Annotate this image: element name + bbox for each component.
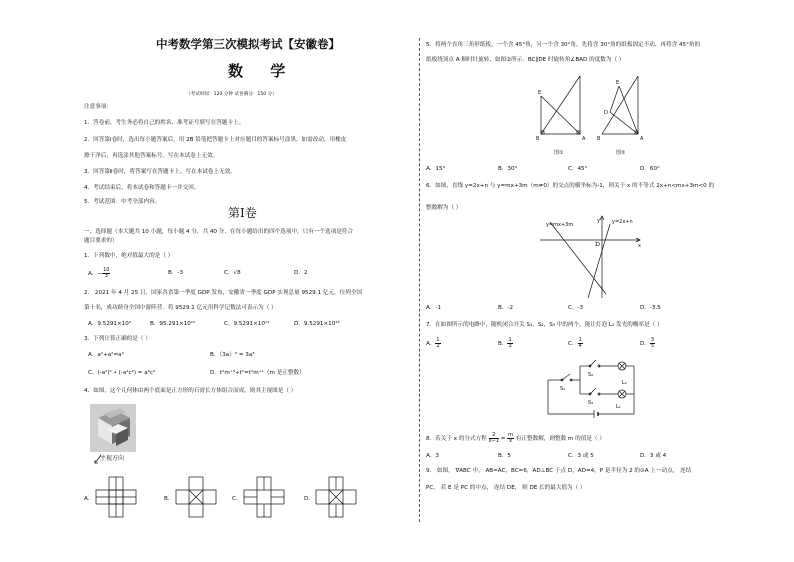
exam-title: 中考数学第三次模拟考试【安徽卷】 [156,37,340,51]
q6-x-axis-label: x [638,243,641,249]
question-5-option-b: B．30° [498,166,518,172]
question-6-option-c: C．-3 [568,305,584,311]
exam-info: （考试时间：120 分钟 试卷满分：150 分） [186,92,277,97]
question-4-option-c: C． [232,496,242,502]
switch-s1-label: S₁ [560,386,566,392]
q6-line-label-1: y=mx+3m [546,222,574,228]
notes-heading: 注意事项： [84,104,112,110]
q4-option-b-figure [176,477,216,517]
q4-option-a-figure [96,477,136,517]
q5-figure-1-caption: 图① [554,150,564,156]
lamp-l2-label: L₂ [622,380,627,386]
main-view-direction-label: 主视方向 [100,455,125,462]
question-4-option-d: D． [304,496,314,502]
note-item: 擦干净后，再选涂其他答案标号。写在本试卷上无效。 [84,153,219,159]
question-6-stem: 整数解为（ ） [426,205,462,211]
section-title: 第Ⅰ卷 [228,206,257,220]
question-7-option-d: D． $\frac{3}{5}$ [640,337,655,349]
question-9-stem: 9． 如图， ∇ABC 中， AB=AC，BC=6，AD⊥BC 于点 D，AD=4，P 是半径为 2 的⊙A 上一动点， 连结 [426,468,692,474]
question-2-option-a: A．9.5291×10³ [88,321,132,327]
q4-option-c-figure [244,477,284,517]
question-1-option-d: D．2 [294,270,308,276]
q5-label-a: A [582,136,586,142]
question-8-option-d: D．3 或 4 [640,453,667,459]
fraction: $\frac{1}{2}$ [436,337,440,349]
lamp-l1-label: L₁ [616,404,621,410]
q6-y-axis-label: y [597,218,600,224]
question-3-stem: 3．下列计算正确的是（ ） [84,336,151,342]
q6-line-label-2: y=2x+n [612,219,633,225]
note-item: 2．回答第Ⅰ卷时，选出每小题答案后，用 2B 铅笔把答题卡上对应题目的答案标号涂黑。如需改动，用橡皮 [84,137,347,143]
question-6-option-b: B．-2 [498,305,514,311]
note-item: 3．回答第Ⅱ卷时，将答案写在答题卡上。写在本试卷上无效。 [84,169,236,175]
fraction: $\frac{2}{x-1}$ [488,432,499,444]
note-item: 5．考试范围：中考全部内容。 [84,199,161,205]
q4-option-d-figure [316,477,356,517]
question-5-option-c: C．45° [568,166,588,172]
question-3-option-b: B．（3a）³ = 3a³ [210,352,255,358]
section-instructions: 题目要求的） [84,238,118,244]
switch-s3-label: S₃ [588,400,594,406]
q5-label-e2: E [616,80,620,86]
q7-circuit-diagram [546,358,646,420]
question-7-option-c: C． $\frac{1}{4}$ [568,337,582,349]
question-7-stem: 7．在如图所示的电路中，随机闭合开关 S₁，S₂，S₃ 中的两个，能让灯泡 L₁ 发光的概率是（ ） [426,322,663,328]
question-2-option-d: D．9.5291×10¹² [294,321,340,327]
question-5-stem: 纸板绕顶点 A 顺时针旋转，如图②所示．BC∥DE 时旋转角∠BAD 的度数为（ ） [426,57,625,63]
question-6-option-a: A．-1 [426,305,441,311]
question-4-option-b: B． [164,496,174,502]
question-2-option-c: C．9.5291×10¹¹ [224,321,270,327]
question-8-stem: 8．若关于 x 的分式方程 $\frac{2}{x-1}$ = $\frac{m}{x}$ 有正整数解，则整数 m 的值是（ ） [426,432,605,444]
question-1-option-c: C．√8 [224,270,241,276]
q5-label-b2: B [597,136,601,142]
question-3-option-d: D．t²m⁺³÷t²=t²m⁺¹（m 是正整数） [210,370,305,376]
q5-label-a2: A [640,136,644,142]
section-instructions: 一、选择题（本大题共 10 小题，每小题 4 分，共 40 分．在每小题给出的四个选项中，只有一个选项是符合 [84,229,353,235]
note-item: 1．答卷前，考生务必将自己的姓名、准考证号填写在答题卡上。 [84,120,245,126]
question-6-option-d: D．-3.5 [640,305,661,311]
question-1-stem: 1．下列数中，绝对值最大的是（ ） [84,253,174,259]
question-5-stem: 5．将两个直角三角形纸板，一个含 45°角，另一个含 30°角，先将含 30°角的纸板固定不动，再将含 45°角的 [426,42,701,48]
question-8-option-c: C．3 或 5 [568,453,594,459]
question-8-option-b: B．5 [498,453,511,459]
question-4-option-a: A． [84,496,94,502]
fraction: $\frac{1}{4}$ [578,337,582,349]
question-3-option-c: C．(-a²)² • (-a²c²) = a⁶c² [88,370,156,376]
fraction: $\frac{3}{5}$ [650,337,655,349]
question-8-option-a: A．3 [426,453,439,459]
fraction: $\frac{1}{3}$ [508,337,512,349]
question-1-option-a: A．− $\frac{10}{3}$ [88,267,110,279]
q4-solid-figure [90,404,136,454]
q6-origin-label: O [596,242,600,248]
switch-s2-label: S₂ [588,372,594,378]
subject-title: 数 学 [228,62,297,80]
question-7-option-a: A． $\frac{1}{2}$ [426,337,440,349]
question-2-stem: 第十名，成功跻身全国中游阵营．将 9529.1 亿元用科学记数法可表示为（ ） [84,305,277,311]
q5-figure-2-caption: 图② [616,150,626,156]
question-1-option-b: B．-3 [168,270,184,276]
question-2-option-b: B．95.291×10¹⁰ [150,321,196,327]
question-9-stem: PC， 若 E 是 PC 的中点， 连结 DE， 则 DE 长的最大值为（ ） [426,485,586,491]
q5-triangle-figures [536,74,652,160]
q5-label-d: D [604,110,608,116]
q6-coordinate-graph [540,214,644,300]
q5-label-e: E [538,90,542,96]
question-6-stem: 6．如图，直线 y=2x+n 与 y=mx+3m（m≠0）的交点的横坐标为-1，则关于 x 的不等式 2x+n<mx+3m<0 的 [426,183,715,189]
question-5-option-a: A．15° [426,166,446,172]
column-divider [419,38,420,522]
question-2-stem: 2． 2021 年 4 月 25 日，国家各省第一季度 GDP 发布，安徽省一季度 GDP 实现总量 9529.1 亿元，位列全国 [84,290,363,296]
question-3-option-a: A．a²+a²=a⁴ [88,352,124,358]
question-5-option-d: D．60° [640,166,660,172]
q5-label-b: B [536,136,540,142]
fraction: $\frac{m}{x}$ [508,432,514,444]
fraction: $\frac{10}{3}$ [103,267,110,279]
note-item: 4．考试结束后，将本试卷和答题卡一并交回。 [84,185,200,191]
question-4-stem: 4．如图，这个几何体由两个底面是正方形的石膏长方体组合而成，则其主视图是（ ） [84,388,297,394]
question-7-option-b: B． $\frac{1}{3}$ [498,337,512,349]
